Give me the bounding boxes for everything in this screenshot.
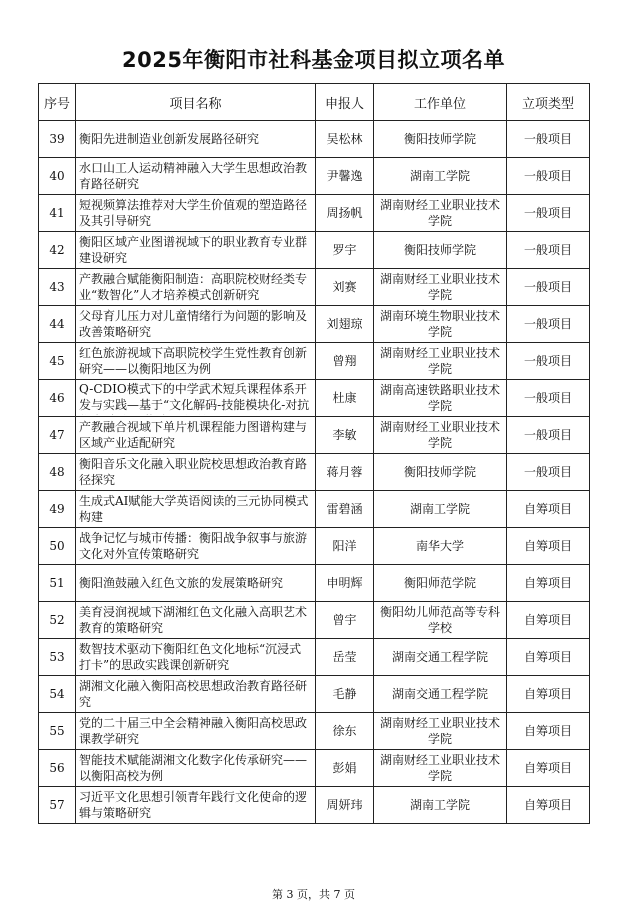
row-number-cell [39,602,76,639]
row-number-cell [39,639,76,676]
row-number-cell [39,306,76,343]
row-applicant-cell [316,750,374,787]
row-number: 51 [49,576,65,590]
row-work-unit: 湖南环境生物职业技术学院 [379,309,500,339]
table-row [39,158,590,195]
row-number: 49 [49,502,65,516]
row-work-unit: 衡阳技师学院 [403,465,476,479]
row-applicant-cell [316,417,374,454]
table-row [39,195,590,232]
row-project-type: 一般项目 [523,317,572,331]
row-work-unit-cell [374,380,507,417]
row-applicant-cell [316,121,374,158]
row-project-type: 一般项目 [523,391,572,405]
header-project-type: 立项类型 [507,84,590,121]
table-row [39,565,590,602]
row-applicant: 周扬帆 [326,206,363,220]
row-project-name-cell [76,158,316,195]
row-project-type: 一般项目 [523,354,572,368]
row-work-unit: 湖南交通工程学院 [391,687,488,701]
table-row [39,528,590,565]
row-project-name-cell [76,417,316,454]
row-project-name: 红色旅游视域下高职院校学生党性教育创新研究——以衡阳地区为例 [79,346,308,376]
row-project-type-cell [507,639,590,676]
row-number-cell [39,565,76,602]
table-row [39,491,590,528]
row-project-type-cell [507,750,590,787]
row-number: 45 [49,354,65,368]
row-project-type: 一般项目 [523,465,572,479]
row-work-unit-cell [374,750,507,787]
row-work-unit-cell [374,195,507,232]
row-project-type: 一般项目 [523,428,572,442]
row-work-unit: 湖南工学院 [409,502,470,516]
row-applicant-cell [316,676,374,713]
row-work-unit-cell [374,602,507,639]
row-work-unit: 湖南财经工业职业技术学院 [379,346,500,376]
row-project-name: 习近平文化思想引领青年践行文化使命的逻辑与策略研究 [79,790,308,820]
row-number-cell [39,491,76,528]
table-row [39,306,590,343]
row-project-type: 自筹项目 [523,687,572,701]
row-number: 43 [49,280,65,294]
row-work-unit-cell [374,121,507,158]
row-project-type-cell [507,269,590,306]
row-project-type-cell [507,454,590,491]
row-number: 55 [49,724,65,738]
row-project-type-cell [507,491,590,528]
row-number-cell [39,343,76,380]
row-project-name-cell [76,195,316,232]
row-project-type-cell [507,528,590,565]
row-project-type-cell [507,343,590,380]
row-project-name-cell [76,750,316,787]
row-project-type: 一般项目 [523,169,572,183]
row-work-unit-cell [374,269,507,306]
row-project-name-cell [76,713,316,750]
row-applicant: 曾翔 [332,354,357,368]
row-number: 54 [49,687,65,701]
row-work-unit: 南华大学 [415,539,464,553]
row-applicant: 蒋月蓉 [326,465,363,479]
row-applicant-cell [316,454,374,491]
row-work-unit: 衡阳师范学院 [403,576,476,590]
row-applicant-cell [316,269,374,306]
row-number-cell [39,750,76,787]
row-project-name: 衡阳渔鼓融入红色文旅的发展策略研究 [79,576,284,590]
row-number-cell [39,676,76,713]
row-number: 52 [49,613,65,627]
row-project-type: 一般项目 [523,243,572,257]
row-applicant: 阳洋 [332,539,357,553]
row-project-name: 产教融合视域下单片机课程能力图谱构建与区域产业适配研究 [79,420,308,450]
row-work-unit-cell [374,713,507,750]
row-number: 46 [49,391,65,405]
row-number: 44 [49,317,65,331]
row-work-unit-cell [374,639,507,676]
table-row [39,417,590,454]
row-number: 50 [49,539,65,553]
row-work-unit-cell [374,306,507,343]
table-row [39,713,590,750]
row-applicant: 岳莹 [332,650,357,664]
row-work-unit: 湖南财经工业职业技术学院 [379,198,500,228]
row-project-name-cell [76,602,316,639]
table-row [39,269,590,306]
row-work-unit-cell [374,158,507,195]
row-number: 47 [49,428,65,442]
header-applicant: 申报人 [316,84,374,121]
row-number-cell [39,417,76,454]
row-project-name: 衡阳音乐文化融入职业院校思想政治教育路径探究 [79,457,308,487]
row-applicant: 周妍玮 [326,798,363,812]
row-work-unit: 衡阳幼儿师范高等专科学校 [379,605,500,635]
row-project-name-cell [76,639,316,676]
row-project-type-cell [507,417,590,454]
row-applicant: 罗宇 [332,243,357,257]
row-project-type-cell [507,565,590,602]
row-project-type: 自筹项目 [523,502,572,516]
row-work-unit-cell [374,565,507,602]
row-applicant: 刘赛 [332,280,357,294]
row-work-unit-cell [374,787,507,824]
row-project-name-cell [76,528,316,565]
row-applicant-cell [316,602,374,639]
row-number-cell [39,269,76,306]
project-table [38,83,590,824]
row-project-type: 自筹项目 [523,650,572,664]
table-row [39,232,590,269]
row-project-name-cell [76,676,316,713]
row-project-type-cell [507,158,590,195]
row-project-name: 水口山工人运动精神融入大学生思想政治教育路径研究 [79,161,308,191]
row-project-type-cell [507,232,590,269]
row-project-name: 美育浸润视域下湖湘红色文化融入高职艺术教育的策略研究 [79,605,308,635]
row-number: 53 [49,650,65,664]
row-number-cell [39,121,76,158]
header-project-name: 项目名称 [76,84,316,121]
row-applicant-cell [316,232,374,269]
table-row [39,676,590,713]
row-project-name-cell [76,454,316,491]
document-title: 2025年衡阳市社科基金项目拟立项名单 [122,48,505,72]
row-project-name-cell [76,787,316,824]
row-project-name-cell [76,491,316,528]
row-number: 48 [49,465,65,479]
row-applicant: 刘翅琼 [326,317,363,331]
row-applicant: 雷碧涵 [326,502,363,516]
row-applicant: 申明辉 [326,576,363,590]
row-project-name: 衡阳区域产业图谱视域下的职业教育专业群建设研究 [79,235,308,265]
row-project-type-cell [507,787,590,824]
row-applicant-cell [316,639,374,676]
row-project-type: 一般项目 [523,132,572,146]
row-applicant-cell [316,380,374,417]
row-work-unit-cell [374,528,507,565]
row-project-type: 自筹项目 [523,798,572,812]
row-project-name: 党的二十届三中全会精神融入衡阳高校思政课教学研究 [79,716,308,746]
row-project-type: 自筹项目 [523,576,572,590]
row-project-name: 智能技术赋能湖湘文化数字化传承研究——以衡阳高校为例 [79,753,308,783]
table-row [39,639,590,676]
row-project-type-cell [507,380,590,417]
row-work-unit-cell [374,454,507,491]
row-work-unit: 衡阳技师学院 [403,243,476,257]
row-applicant-cell [316,158,374,195]
row-number-cell [39,195,76,232]
table-row [39,380,590,417]
row-number-cell [39,380,76,417]
row-work-unit: 湖南工学院 [409,798,470,812]
row-work-unit: 湖南财经工业职业技术学院 [379,272,500,302]
row-number-cell [39,158,76,195]
row-applicant: 吴松林 [326,132,363,146]
row-project-name-cell [76,380,316,417]
row-project-type-cell [507,306,590,343]
row-project-type: 自筹项目 [523,761,572,775]
row-work-unit-cell [374,417,507,454]
row-project-type-cell [507,602,590,639]
row-project-name-cell [76,565,316,602]
row-applicant: 李敏 [332,428,357,442]
row-project-type: 自筹项目 [523,724,572,738]
row-project-name-cell [76,343,316,380]
row-applicant-cell [316,343,374,380]
row-applicant: 曾宇 [332,613,357,627]
row-applicant-cell [316,565,374,602]
row-project-name-cell [76,121,316,158]
row-applicant: 彭娟 [332,761,357,775]
row-work-unit: 湖南财经工业职业技术学院 [379,420,500,450]
row-applicant-cell [316,306,374,343]
row-applicant: 杜康 [332,391,357,405]
row-work-unit: 湖南交通工程学院 [391,650,488,664]
row-project-name: 产教融合赋能衡阳制造：高职院校财经类专业“数智化”人才培养模式创新研究 [79,272,308,302]
row-work-unit: 衡阳技师学院 [403,132,476,146]
row-project-type: 自筹项目 [523,539,572,553]
header-work-unit: 工作单位 [374,84,507,121]
header-number: 序号 [39,84,76,121]
row-project-name: 湖湘文化融入衡阳高校思想政治教育路径研究 [79,679,308,709]
row-project-type: 自筹项目 [523,613,572,627]
row-work-unit-cell [374,232,507,269]
row-applicant-cell [316,528,374,565]
row-work-unit-cell [374,676,507,713]
row-applicant-cell [316,195,374,232]
row-project-name-cell [76,232,316,269]
row-work-unit: 湖南工学院 [409,169,470,183]
row-applicant-cell [316,713,374,750]
row-project-name: 父母育儿压力对儿童情绪行为问题的影响及改善策略研究 [79,309,308,339]
table-row [39,343,590,380]
table-row [39,750,590,787]
row-applicant: 徐东 [332,724,357,738]
table-row [39,602,590,639]
table-row [39,454,590,491]
row-work-unit: 湖南财经工业职业技术学院 [379,753,500,783]
row-project-type: 一般项目 [523,206,572,220]
row-project-name-cell [76,269,316,306]
row-applicant: 尹馨逸 [326,169,363,183]
row-number: 42 [49,243,65,257]
row-work-unit: 湖南高速铁路职业技术学院 [379,383,500,413]
table-row [39,121,590,158]
row-project-type-cell [507,676,590,713]
row-applicant: 毛静 [332,687,357,701]
row-number: 57 [49,798,65,812]
row-work-unit: 湖南财经工业职业技术学院 [379,716,500,746]
row-work-unit-cell [374,491,507,528]
row-applicant-cell [316,491,374,528]
row-number: 39 [49,132,65,146]
row-applicant-cell [316,787,374,824]
row-project-type: 一般项目 [523,280,572,294]
row-project-name: 战争记忆与城市传播：衡阳战争叙事与旅游文化对外宣传策略研究 [79,531,308,561]
row-project-type-cell [507,195,590,232]
row-work-unit-cell [374,343,507,380]
row-number: 40 [49,169,65,183]
row-project-name: 生成式AI赋能大学英语阅读的三元协同模式构建 [79,494,309,524]
row-project-type-cell [507,121,590,158]
row-number: 41 [49,206,65,220]
row-number-cell [39,454,76,491]
row-project-name-cell [76,306,316,343]
row-project-type-cell [507,713,590,750]
table-header-row [39,84,590,121]
table-row [39,787,590,824]
row-project-name: Q-CDIO模式下的中学武术短兵课程体系开发与实践—基于“文化解码-技能模块化-对抗 [79,382,310,412]
row-project-name: 衡阳先进制造业创新发展路径研究 [79,132,260,146]
row-number: 56 [49,761,65,775]
row-project-name: 数智技术驱动下衡阳红色文化地标“沉浸式打卡”的思政实践课创新研究 [79,642,302,672]
row-project-name: 短视频算法推荐对大学生价值观的塑造路径及其引导研究 [79,198,308,228]
row-number-cell [39,232,76,269]
row-number-cell [39,787,76,824]
row-number-cell [39,528,76,565]
row-number-cell [39,713,76,750]
page-footer: 第 3 页，共 7 页 [272,888,355,901]
